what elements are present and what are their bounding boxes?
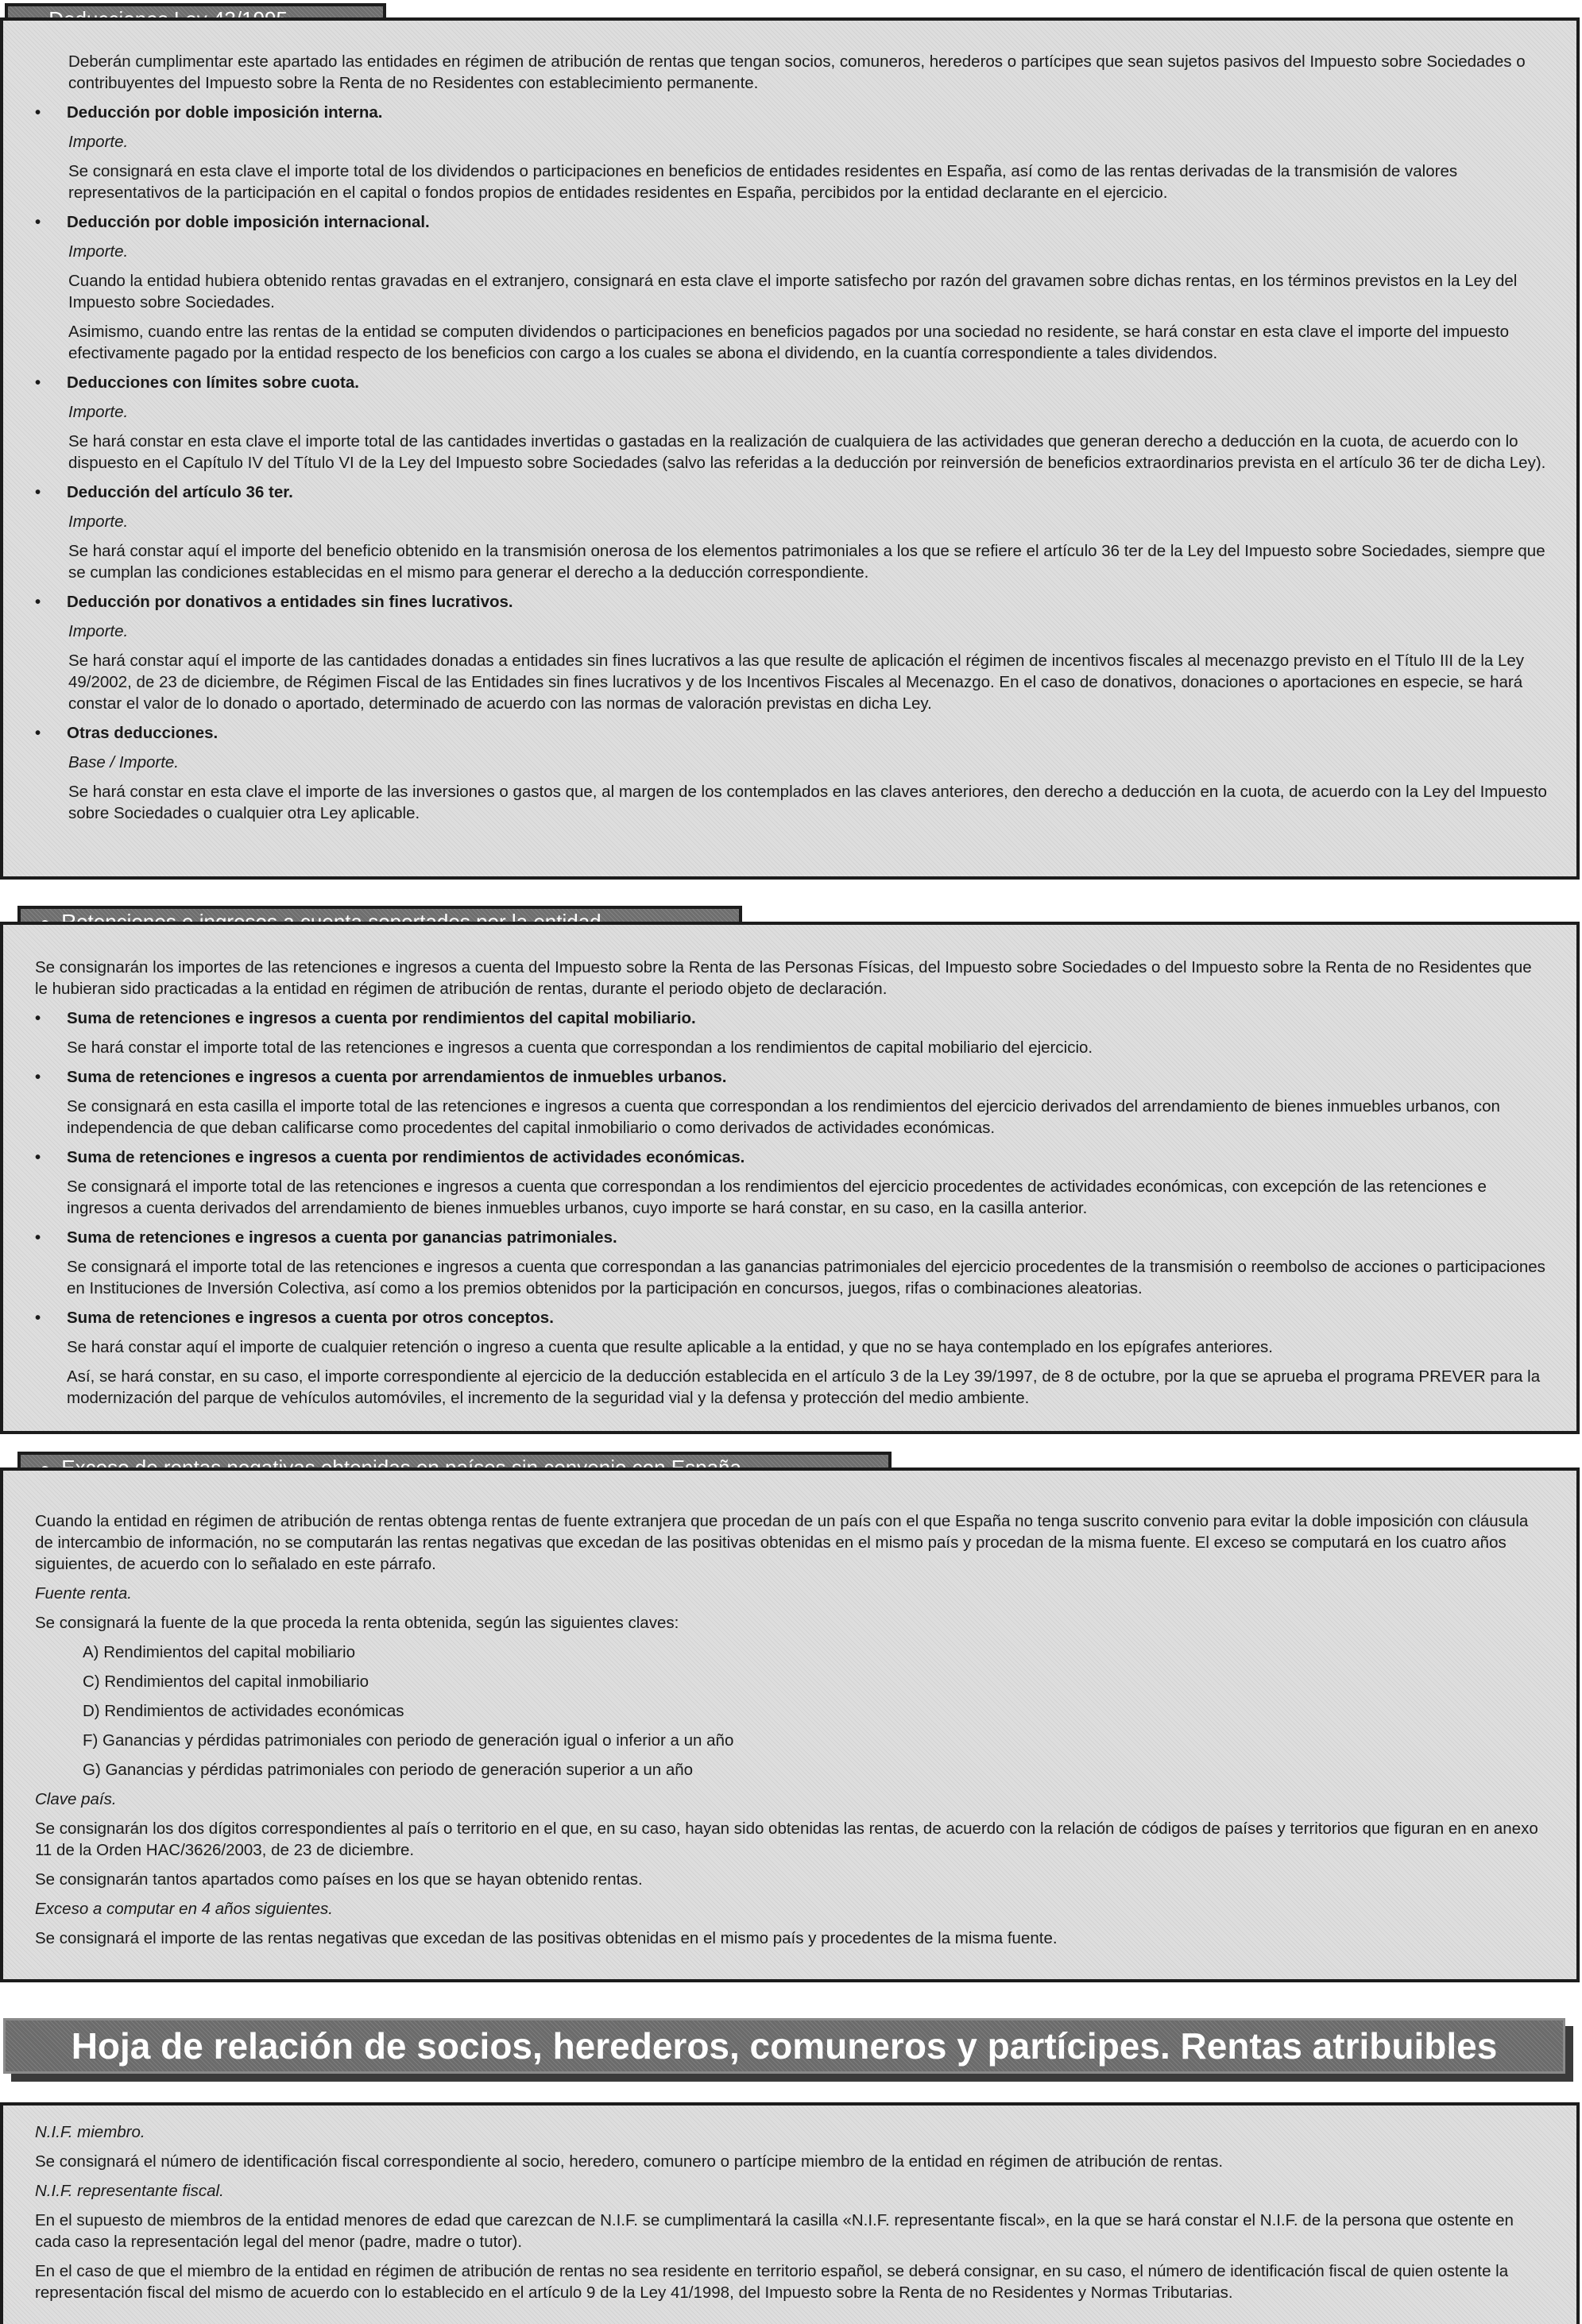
item-label: Importe. — [68, 242, 129, 261]
bullet-icon: • — [35, 1309, 41, 1327]
list-item: G) Ganancias y pérdidas patrimoniales con periodo de generación superior a un año — [83, 1761, 694, 1779]
section-intro: Cuando la entidad en régimen de atribución de rentas obtenga rentas de fuente extranjera que procedan de un país con el que España no tenga suscrito convenio para evitar la doble imposición con cláusula de intercambio de información, no se computarán las rentas negativas que excedan de las positivas obtenidas en el mismo país y procedan de la misma fuente. El exceso se computará en los cuatro años siguientes, de acuerdo con lo señalado en este párrafo. — [35, 1512, 1529, 1573]
section-intro: Se consignarán los importes de las retenciones e ingresos a cuenta del Impuesto sobre la Renta de las Personas Físicas, del Impuesto sobre Sociedades o del Impuesto sobre la Renta de no Residentes que le hubieran sido practicadas a la entidad en régimen de atribución de rentas, durante el periodo objeto de declaración. — [35, 958, 1532, 998]
section-exceso — [0, 1467, 1580, 1982]
bullet-icon: • — [35, 213, 41, 231]
deduction-item — [35, 372, 1548, 474]
list-item: C) Rendimientos del capital inmobiliario — [83, 1672, 369, 1691]
item-title: Suma de retenciones e ingresos a cuenta por rendimientos del capital mobiliario. — [67, 1009, 696, 1027]
bullet-icon: • — [35, 1068, 41, 1086]
pais-text-2: Se consignarán tantos apartados como países en los que se hayan obtenido rentas. — [35, 1870, 643, 1889]
item-label: Importe. — [68, 133, 129, 151]
nif-label: N.I.F. miembro. — [35, 2123, 145, 2141]
item-title: Deducción del artículo 36 ter. — [67, 483, 293, 501]
section-retenciones — [0, 922, 1580, 1434]
exceso-text: Se consignará el importe de las rentas negativas que excedan de las positivas obtenidas en el mismo país y procedentes de la misma fuente. — [35, 1929, 1058, 1947]
retention-item — [35, 1227, 1548, 1299]
section-deducciones — [0, 17, 1580, 880]
list-item: A) Rendimientos del capital mobiliario — [83, 1643, 355, 1661]
bullet-icon: • — [35, 483, 41, 501]
item-text: Se consignará en esta clave el importe total de los dividendos o participaciones en beneficios de entidades residentes en España, así como de las rentas derivadas de la transmisión de valores representativos de la participación en el capital o fondos propios de entidades residentes en España, percibidos por la entidad declarante en el ejercicio. — [68, 162, 1458, 202]
fuente-text: Se consignará la fuente de la que proceda la renta obtenida, según las siguientes claves: — [35, 1614, 679, 1632]
item-text: Se hará constar en esta clave el importe total de las cantidades invertidas o gastadas en la realización de cualquiera de las actividades que generan derecho a deducción en la cuota, de acuerdo con lo dispuesto en el Capítulo IV del Título VI de la Ley del Impuesto sobre Sociedades (salvo las referidas a la deducción por reinversión de beneficios extraordinarios prevista en el artículo 36 ter de dicha Ley). — [68, 432, 1546, 472]
item-label: Base / Importe. — [68, 753, 180, 771]
bullet-icon: • — [35, 724, 41, 742]
item-text: Se hará constar en esta clave el importe de las inversiones o gastos que, al margen de los contemplados en las claves anteriores, den derecho a deducción en la cuota, de acuerdo con la Ley del Impuesto sobre Sociedades o cualquier otra Ley aplicable. — [68, 783, 1547, 822]
list-item: D) Rendimientos de actividades económicas — [83, 1702, 404, 1720]
retention-item — [35, 1066, 1548, 1139]
item-text: Se consignará en esta casilla el importe total de las retenciones e ingresos a cuenta que correspondan a los rendimientos del ejercicio derivados del arrendamiento de bienes inmuebles urbanos, con independencia de que deban calificarse como procedentes del capital inmobiliario o como derivados de actividades económicas. — [67, 1097, 1500, 1137]
bullet-icon: • — [35, 103, 41, 122]
item-text: Cuando la entidad hubiera obtenido rentas gravadas en el extranjero, consignará en esta clave el importe satisfecho por razón del gravamen sobre dichas rentas, en los términos previstos en la Ley del Impuesto sobre Sociedades. — [68, 272, 1518, 311]
item-title: Deducciones con límites sobre cuota. — [67, 373, 359, 392]
rep-label: N.I.F. representante fiscal. — [35, 2182, 224, 2200]
item-title: Otras deducciones. — [67, 724, 219, 742]
list-item: F) Ganancias y pérdidas patrimoniales con periodo de generación igual o inferior a un año — [83, 1731, 734, 1750]
bullet-icon: • — [35, 593, 41, 611]
section-nif — [0, 2102, 1580, 2324]
item-text: Se consignará el importe total de las retenciones e ingresos a cuenta que correspondan a los rendimientos del ejercicio procedentes de actividades económicas, con excepción de las retenciones e ingresos a cuenta derivados del arrendamiento de bienes inmuebles urbanos, cuyo importe se hará constar, en su caso, en la casilla anterior. — [67, 1177, 1487, 1217]
item-title: Suma de retenciones e ingresos a cuenta por otros conceptos. — [67, 1309, 554, 1327]
item-text: Se hará constar aquí el importe de cualquier retención o ingreso a cuenta que resulte aplicable a la entidad, y que no se haya contemplado en los epígrafes anteriores. — [67, 1338, 1273, 1356]
item-label: Importe. — [68, 512, 129, 531]
rep-text-2: En el caso de que el miembro de la entidad en régimen de atribución de rentas no sea residente en territorio español, se deberá consignar, en su caso, el número de identificación fiscal de quien ostente la representación fiscal del mismo de acuerdo con lo establecido en el artículo 9 de la Ley 41/1998, del Impuesto sobre la Renta de no Residentes y Normas Tributarias. — [35, 2262, 1509, 2302]
bullet-icon: • — [35, 373, 41, 392]
exceso-label: Exceso a computar en 4 años siguientes. — [35, 1900, 333, 1918]
item-title: Deducción por doble imposición internacional. — [67, 213, 430, 231]
claves-list — [83, 1641, 1548, 1781]
item-text: Se hará constar aquí el importe de las cantidades donadas a entidades sin fines lucrativos a las que resulte de aplicación el régimen de incentivos fiscales al mecenazgo previsto en el Título III de la Ley 49/2002, de 23 de diciembre, de Régimen Fiscal de las Entidades sin fines lucrativos y de los Incentivos Fiscales al Mecenazgo. En el caso de donativos, donaciones o aportaciones en especie, se hará constar el valor de lo donado o aportado, determinado de acuerdo con las normas de valoración previstas en dicha Ley. — [68, 652, 1525, 713]
deduction-item — [35, 722, 1548, 824]
bullet-icon: • — [35, 1009, 41, 1027]
item-text: Así, se hará constar, en su caso, el importe correspondiente al ejercicio de la deducción establecida en el artículo 3 de la Ley 39/1997, de 8 de octubre, por la que se aprueba el programa PREVER para la modernización del parque de vehículos automóviles, el incremento de la seguridad vial y la defensa y protección del medio ambiente. — [67, 1367, 1541, 1407]
item-title: Deducción por donativos a entidades sin fines lucrativos. — [67, 593, 513, 611]
deduction-item — [35, 102, 1548, 203]
section-intro: Deberán cumplimentar este apartado las entidades en régimen de atribución de rentas que tengan socios, comuneros, herederos o partícipes que sean sujetos pasivos del Impuesto sobre Sociedades o contribuyentes del Impuesto sobre la Renta de no Residentes con establecimiento permanente. — [68, 52, 1526, 92]
deduction-item — [35, 481, 1548, 583]
item-title: Suma de retenciones e ingresos a cuenta por ganancias patrimoniales. — [67, 1228, 617, 1247]
item-text: Asimismo, cuando entre las rentas de la entidad se computen dividendos o participaciones en beneficios pagados por una sociedad no residente, se hará constar en esta clave el importe del impuesto efectivamente pagado por la entidad respecto de los beneficios con cargo a los cuales se abona el dividendo, en la cuantía correspondiente a tales dividendos. — [68, 323, 1510, 362]
item-label: Importe. — [68, 622, 129, 640]
item-label: Importe. — [68, 403, 129, 421]
item-title: Suma de retenciones e ingresos a cuenta por arrendamientos de inmuebles urbanos. — [67, 1068, 727, 1086]
page-heading-banner: Hoja de relación de socios, herederos, comuneros y partícipes. Rentas atribuibles — [3, 2018, 1565, 2074]
pais-text: Se consignarán los dos dígitos correspondientes al país o territorio en el que, en su caso, hayan sido obtenidas las rentas, de acuerdo con la relación de códigos de países y territorios que figuran en en anexo 11 de la Orden HAC/3626/2003, de 23 de diciembre. — [35, 1819, 1538, 1859]
nif-text: Se consignará el número de identificación fiscal correspondiente al socio, heredero, comunero o partícipe miembro de la entidad en régimen de atribución de rentas. — [35, 2152, 1224, 2171]
bullet-icon: • — [35, 1148, 41, 1166]
item-title: Deducción por doble imposición interna. — [67, 103, 383, 122]
retention-item — [35, 1007, 1548, 1058]
deduction-item — [35, 211, 1548, 364]
retention-item — [35, 1147, 1548, 1219]
pais-label: Clave país. — [35, 1790, 117, 1808]
item-text: Se consignará el importe total de las retenciones e ingresos a cuenta que correspondan a las ganancias patrimoniales del ejercicio procedentes de la transmisión o reembolso de acciones o participaciones en Instituciones de Inversión Colectiva, así como a los premios obtenidos por la participación en concursos, juegos, rifas o combinaciones aleatorias. — [67, 1258, 1545, 1297]
bullet-icon: • — [35, 1228, 41, 1247]
retention-item — [35, 1307, 1548, 1409]
item-text: Se hará constar el importe total de las retenciones e ingresos a cuenta que correspondan a los rendimientos de capital mobiliario del ejercicio. — [67, 1038, 1093, 1057]
deduction-item — [35, 591, 1548, 714]
rep-text: En el supuesto de miembros de la entidad menores de edad que carezcan de N.I.F. se cumplimentará la casilla «N.I.F. representante fiscal», en la que se hará constar el N.I.F. de la persona que ostente en cada caso la representación legal del menor (padre, madre o tutor). — [35, 2211, 1514, 2251]
item-text: Se hará constar aquí el importe del beneficio obtenido en la transmisión onerosa de los elementos patrimoniales a los que se refiere el artículo 36 ter de la Ley del Impuesto sobre Sociedades, siempre que se cumplan las condiciones establecidas en el mismo para generar el derecho a la deducción correspondiente. — [68, 542, 1545, 582]
item-title: Suma de retenciones e ingresos a cuenta por rendimientos de actividades económicas. — [67, 1148, 745, 1166]
fuente-label: Fuente renta. — [35, 1584, 132, 1603]
